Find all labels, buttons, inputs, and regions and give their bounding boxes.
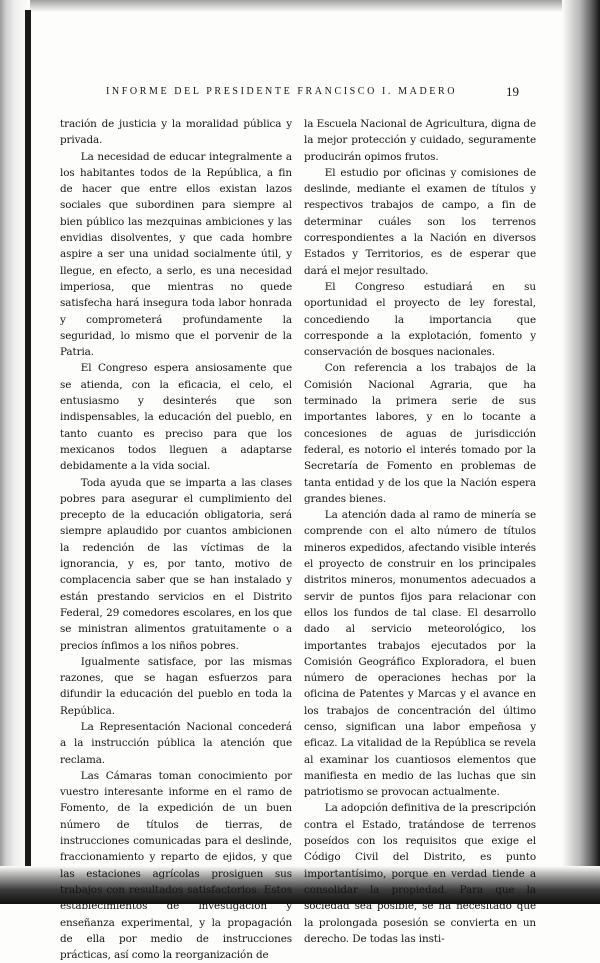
book-spine-edge (25, 10, 31, 880)
paragraph: la Escuela Nacional de Agricultura, digna de la mejor protección y cuidado, seguramente producirán opimos frutos. (304, 118, 536, 163)
scan-shadow-top (0, 0, 600, 12)
right-column (304, 116, 536, 947)
paragraph: Igualmente satisface, por las mismas razones, que se hagan esfuerzos para difundir la educación del pueblo en toda la República. (60, 655, 292, 717)
left-column (60, 116, 292, 963)
paragraph: tración de justicia y la moralidad pública y privada. (60, 118, 292, 147)
page-number: 19 (506, 84, 519, 99)
paragraph: Las Cámaras toman conocimiento por vuestro interesante informe en el ramo de Fomento, de la expedición de un buen número de títulos de tierras, de instrucciones comunicadas para el deslinde, fraccionamiento y reparto de ejidos, y que las estaciones agrícolas prosiguen sus trabajos con resultados satisfactorios. Estos establecimientos de investigación y enseñanza experimental, y la propagación de ella por medio de instrucciones prácticas, así como la reorganización de (60, 769, 292, 962)
scan-shadow-right (562, 0, 600, 904)
paragraph: La atención dada al ramo de minería se comprende con el alto número de títulos mineros expedidos, afectando visible interés el proyecto de construir en los principales distritos mineros, monumentos adecuados a servir de puntos fijos para relacionar con ellos los fundos de tal clase. El desarrollo dado al servicio meteorológico, los importantes trabajos ejecutados por la Comisión Geográfico Exploradora, el buen número de operaciones hechas por la oficina de Patentes y Marcas y el avance en los trabajos de concentración del último censo, significan una labor empeñosa y eficaz. La vitalidad de la República se revela al examinar los cuantiosos elementos que manifiesta en medio de las luchas que sin patriotismo se provocan actualmente. (304, 509, 536, 799)
paragraph: La adopción definitiva de la prescripción contra el Estado, tratándose de terrenos poseídos con los requisitos que exige el Código Civil del Distrito, es punto importantísimo, porque en verdad tiende a consolidar la propiedad. Para que la sociedad sea posible, se ha necesitado que la prolongada posesión se convierta en un derecho. De todas las insti- (304, 802, 536, 945)
paragraph: El Congreso espera ansiosamente que se atienda, con la eficacia, el celo, el entusiasmo y desinterés que son indispensables, la educación del pueblo, en tanto cuanto es preciso para que los mexicanos todos lleguen a adaptarse debidamente a la vida social. (60, 362, 292, 473)
paragraph: Con referencia a los trabajos de la Comisión Nacional Agraria, que ha terminado la primera serie de sus importantes labores, y en lo tocante a concesiones de aguas de jurisdicción federal, es notorio el interés tomado por la Secretaría de Fomento en problemas de tanta entidad y de los que la Nación espera grandes bienes. (304, 362, 536, 505)
paragraph: Toda ayuda que se imparta a las clases pobres para asegurar el cumplimiento del precepto de la educación obligatoria, será siempre aplaudido por cuantos ambicionen la redención de las víctimas de la ignorancia, y es, por tanto, motivo de complacencia saber que se han instalado y están prestando servicios en el Distrito Federal, 29 comedores escolares, en los que se ministran alimentos gratuitamente o a precios ínfimos a los niños pobres. (60, 476, 292, 652)
running-title: INFORME DEL PRESIDENTE FRANCISCO I. MADERO (106, 86, 458, 97)
paragraph: La necesidad de educar integralmente a los habitantes todos de la República, a fin de hacer que entre ellos existan lazos sociales que subordinen para siempre al bien público las mezquinas ambiciones y las envidias disolventes, y que cada hombre aspire a ser una unidad socialmente útil, y llegue, en efecto, a serlo, es una necesidad imperiosa, que mientras no quede satisfecha hará insegura toda labor honrada y comprometerá profundamente la seguridad, lo mismo que el porvenir de la Patria. (60, 150, 292, 359)
paragraph: El Congreso estudiará en su oportunidad el proyecto de ley forestal, concediendo la importancia que corresponde a la explotación, fomento y conservación de bosques nacionales. (304, 280, 536, 359)
paragraph: El estudio por oficinas y comisiones de deslinde, mediante el examen de títulos y respectivos trabajos de campo, a fin de determinar cuáles son los terrenos correspondientes a la Nación en diversos Estados y Territorios, es de esperar que dará el mejor resultado. (304, 166, 536, 277)
paragraph: La Representación Nacional concederá a la instrucción pública la atención que reclama. (60, 720, 292, 766)
